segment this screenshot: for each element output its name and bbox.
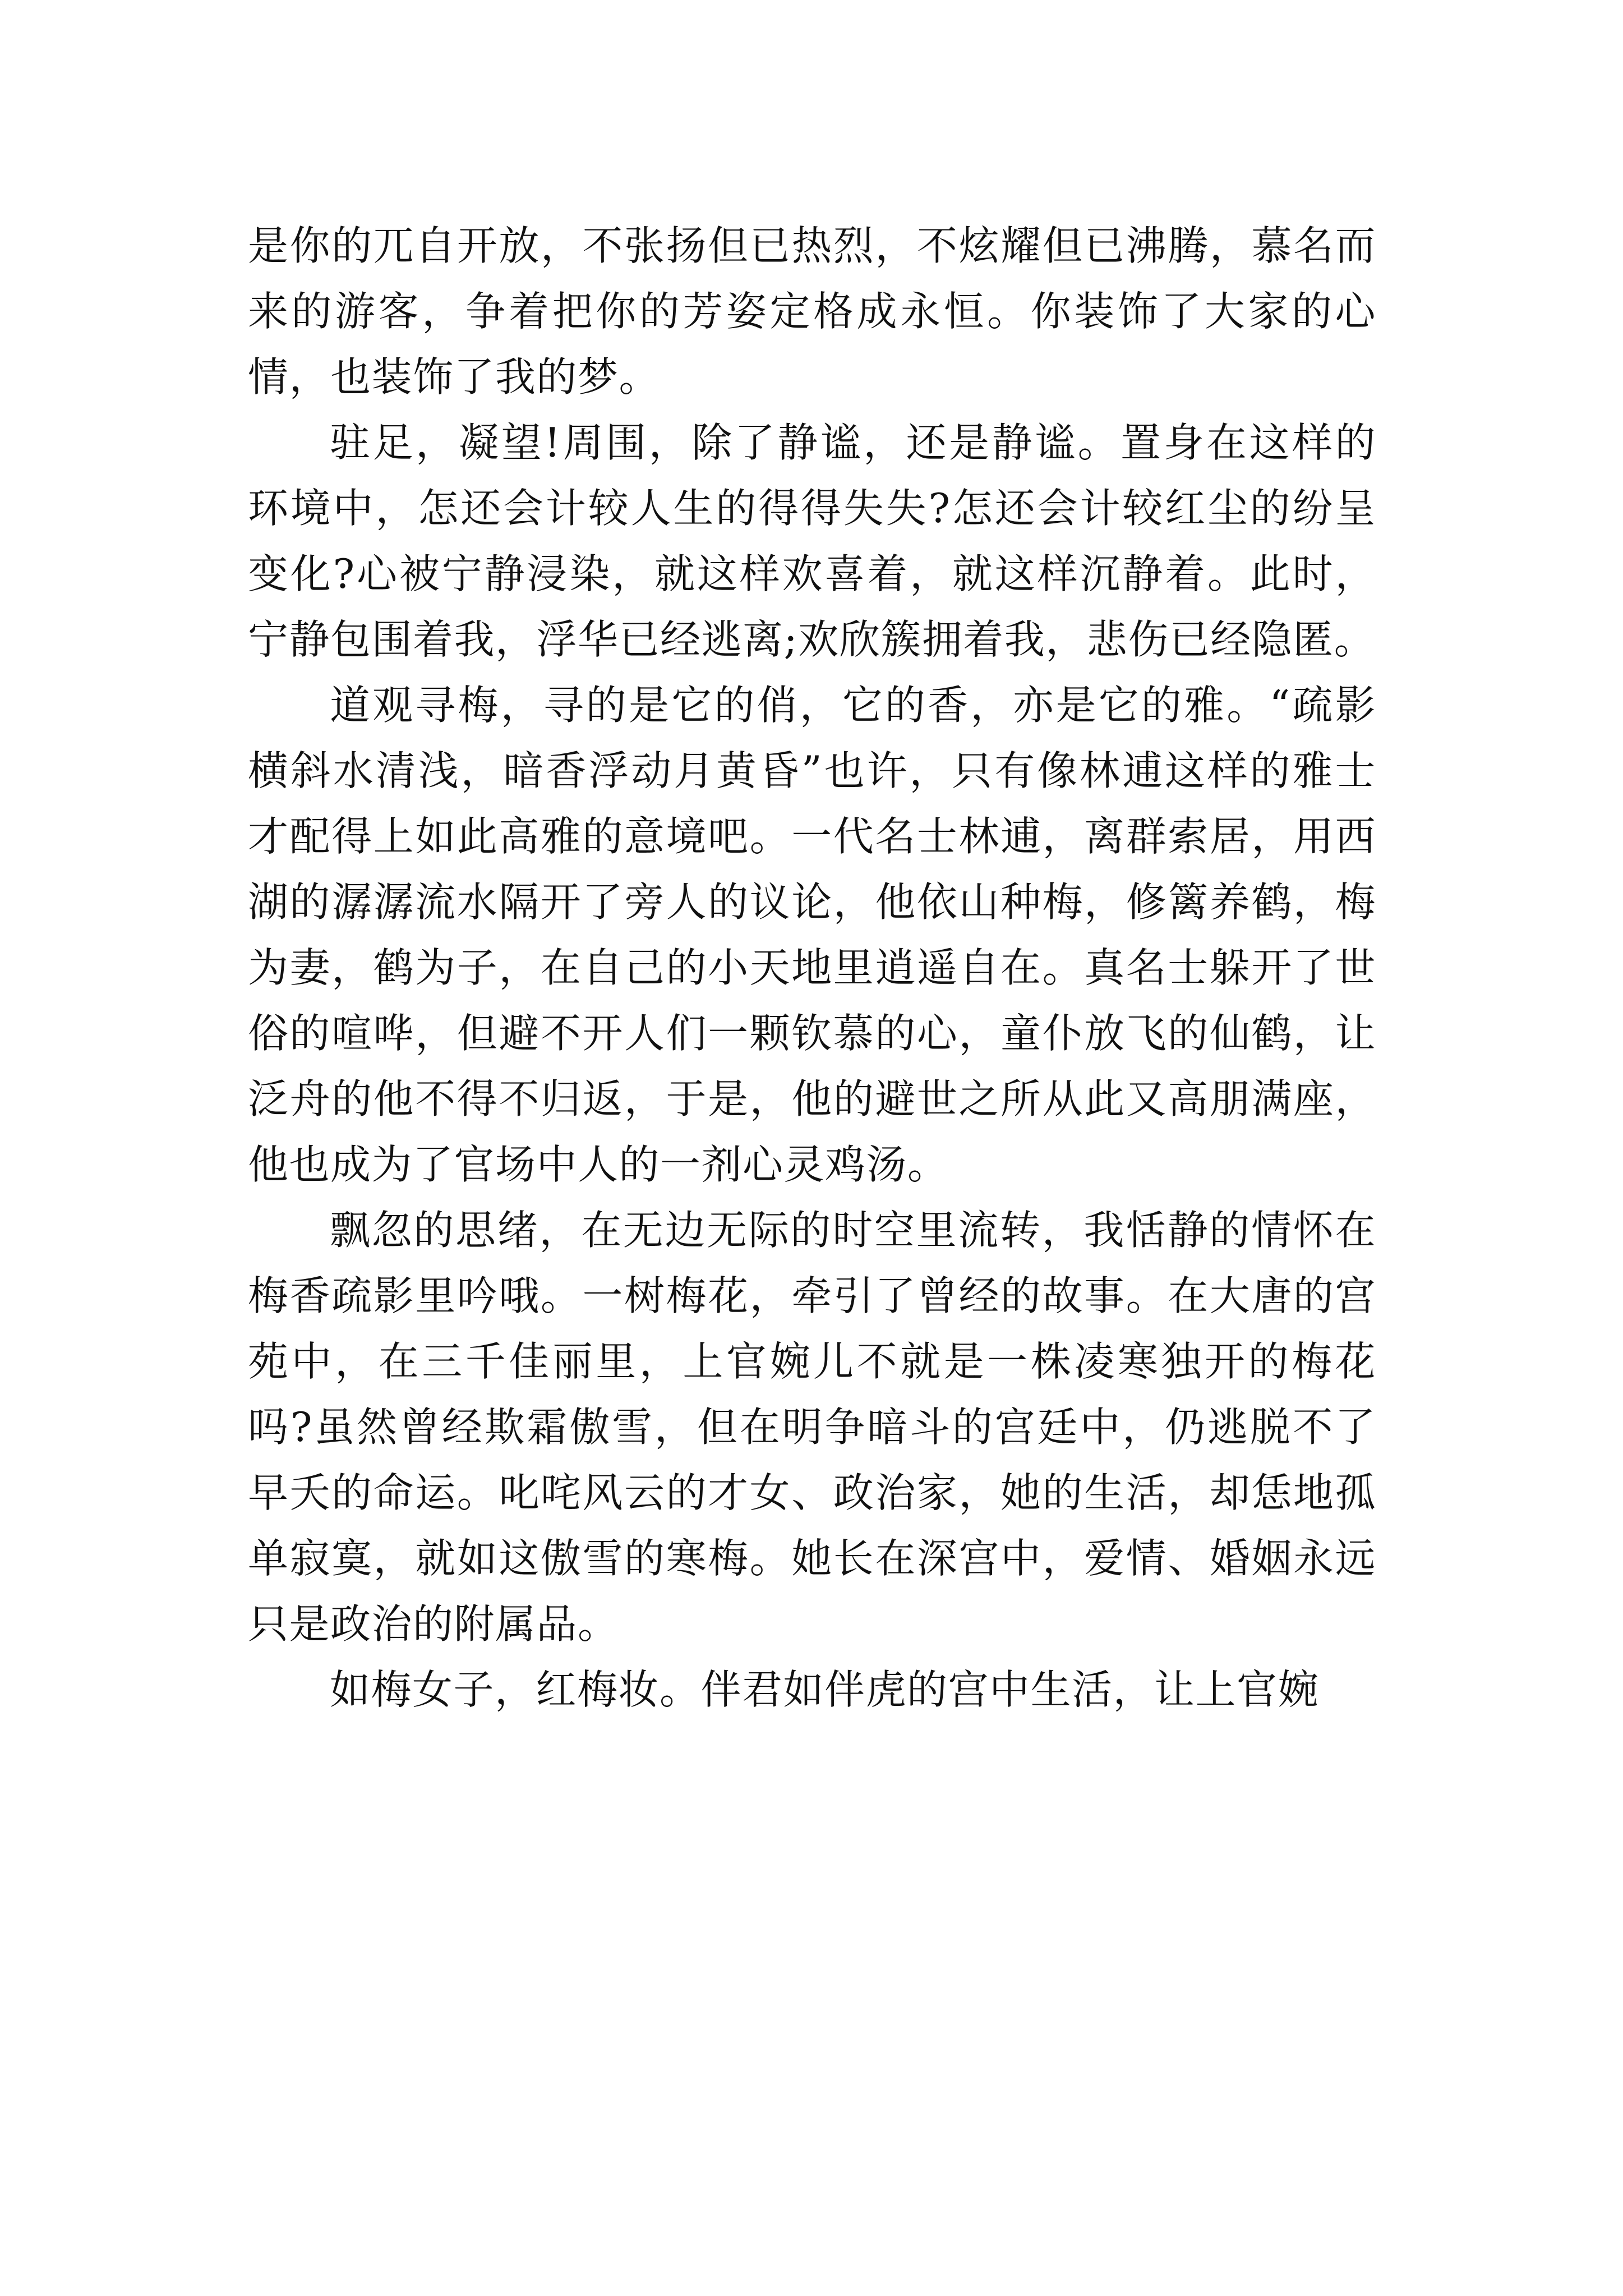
paragraph-2: 驻足，凝望!周围，除了静谧，还是静谧。置身在这样的环境中，怎还会计较人生的得得失失?怎还会计较红尘的纷呈变化?心被宁静浸染，就这样欢喜着，就这样沉静着。此时，宁静包围着我，浮华已经逃离;欢欣簇拥着我，悲伤已经隐匿。 bbox=[248, 419, 1376, 663]
paragraph-4: 飘忽的思绪，在无边无际的时空里流转，我恬静的情怀在梅香疏影里吟哦。一树梅花，牵引了曾经的故事。在大唐的宫苑中，在三千佳丽里，上官婉儿不就是一株凌寒独开的梅花吗?虽然曾经欺霜傲雪，但在明争暗斗的宫廷中，仍逃脱不了早夭的命运。叱咤风云的才女、政治家，她的生活，却恁地孤单寂寞，就如这傲雪的寒梅。她长在深宫中，爱情、婚姻永远只是政治的附属品。 bbox=[248, 1207, 1376, 1648]
paragraph-5: 如梅女子，红梅妆。伴君如伴虎的宫中生活，让上官婉 bbox=[330, 1666, 1320, 1713]
paragraph-3: 道观寻梅，寻的是它的俏，它的香，亦是它的雅。“疏影横斜水清浅，暗香浮动月黄昏”也许，只有像林逋这样的雅士才配得上如此高雅的意境吧。一代名士林逋，离群索居，用西湖的潺潺流水隔开了旁人的议论，他依山种梅，修篱养鹤，梅为妻，鹤为子，在自己的小天地里逍遥自在。真名士躲开了世俗的喧哗，但避不开人们一颗钦慕的心，童仆放飞的仙鹤，让泛舟的他不得不归返，于是，他的避世之所从此又高朋满座，他也成为了官场中人的一剂心灵鸡汤。 bbox=[248, 682, 1376, 1188]
paragraph-1: 是你的兀自开放，不张扬但已热烈，不炫耀但已沸腾，慕名而来的游客，争着把你的芳姿定格成永恒。你装饰了大家的心情，也装饰了我的梦。 bbox=[248, 222, 1376, 401]
body-text bbox=[248, 213, 1376, 1723]
